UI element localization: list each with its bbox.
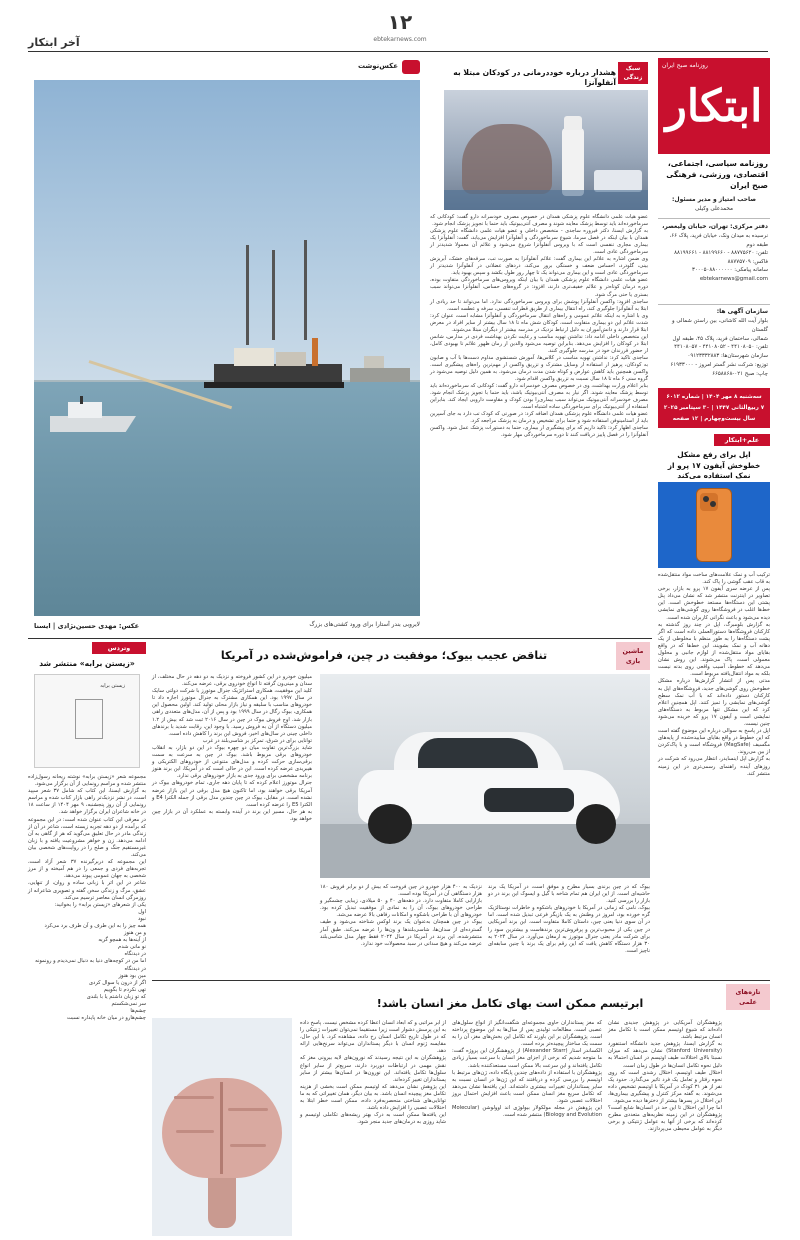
camera-icon [402, 60, 420, 74]
buick-car-photo [320, 674, 650, 878]
buick-story [152, 640, 652, 976]
photo-label [328, 58, 422, 78]
top-story-title: هشدار درباره خوددرمانی در کودکان مبتلا به آنفلوآنزا [453, 68, 616, 87]
photo-label-text: عکس‌نوشت [357, 62, 398, 70]
ai-body-right: پژوهشگران آمریکایی در پژوهش جدیدی نشان داده‌اند که شیوع اوتیسم ممکن است با تکامل مغز انسان مرتبط باشد. به گزارش ایسنا، پژوهش جدید دانشگاه استنفورد (Stanford University) نشان می‌دهد که میزان نسبتا بالای اختلالات طیف اوتیسم در انسان احتمالا به دلیل نحوه تکامل انسان‌ها در طول زمان است. اختلال طیف اوتیسم، اختلال رشدی است که روی نحوه رفتار و تعامل یک فرد تاثیر می‌گذارد. حدود یک نفر از هر ۳۱ کودک در آمریکا با اوتیسم تشخیص داده می‌شوند. به گفته مرکز کنترل و پیشگیری بیماری‌ها، این اختلال در پسرها بیشتر از دخترها دیده می‌شود. اما چرا این اختلال تا این حد در انسان‌ها شایع است؟ پژوهشگران در این زمینه نظریه‌های متعددی مطرح کرده‌اند که برخی از آنها به عوامل ژنتیکی و برخی دیگر به عوامل محیطی می‌پردازند. [608, 1020, 722, 1133]
page-header [0, 0, 800, 52]
ads-info: بلوار آیت الله کاشانی، بین راستن شمالی و گلستان شمالی، ساختمان فرید، پلاک ۴۵، طبقه اول تلفن: ۴۴۱۰۸۰۵۰ - ۴۴۱۰۸۰۵۲ - ۴۴۱۰۸۰۵۷ سازمان شهرستان‌ها: ۰۹۱۲۳۳۳۲۸۸۳ توزیع: شرکت نشر گستر امروز - ۶۱۹۳۳۰۰۰ چاپ: صبح ۰۲۱-۶۶۵۸۸۶۸ [670, 318, 768, 377]
buick-body-mid: نزدیک به ۴۰۰ هزار خودرو در چین فروخت که بیش از دو برابر فروش ۱۸۰ هزار دستگاهی آن در آمریکا بوده است. بازارابی کاملا متفاوت دارد. در دهه‌های ۴۰ و ۵۰ میلادی، زیبایی چشمگیر و طراحی خودروهای بیوک، آن را به نمادی از موفقیت تبدیل کرده بود. خودروهای آن با طراحی باشکوه و امکانات رفاهی بالا عرضه می‌شد. بیوک در چین همچنان به‌عنوان یک برند لوکس شناخته می‌شود و طیف گسترده‌ای از سدان‌ها، شاسی‌بلندها و ون‌ها را عرضه می‌کند. طبق آمار منتشرشده، این برند در آمریکا در سال ۲۰۲۴ فقط چهار مدل شاسی‌بلند عرضه می‌کند و هیچ سدانی در سبد محصولات خود ندارد. [320, 884, 482, 947]
medicine-bottle [562, 128, 584, 196]
patrol-boat [50, 396, 136, 436]
poem-story [28, 640, 146, 1240]
buick-car [354, 726, 622, 844]
logo-small: روزنامه صبح ایران [662, 62, 708, 69]
book-title: زیستن برابه [100, 683, 125, 689]
top-story [430, 58, 652, 644]
buick-body-left: میلیون خودرو در این کشور فروخته و نزدیک به دو دهه در حال مختلف، از سدان و مینی‌ون گرفته تا انواع خودروی برقی، عرضه می‌کند. کلید این موفقیت، همکاری استراتژیک جنرال موتورز با شرکت دولتی سایک در سال ۱۹۹۷ بود. این همکاری مشترک به جنرال موتورز اجازه داد تا خودروهای مناسب با سلیقه و نیاز بازار محلی تولید کند. اولین محصول این همکاری، بیوک رگال در سال ۱۹۹۹ بود و پس از آن، مدل‌های متعددی راهی بازار شد. اوج فروش بیوک در چین در سال ۲۰۱۶ ثبت شد که بیش از ۱.۲ میلیون دستگاه از آن به فروش رسید. با وجود این، رقابت شدید با برندهای داخلی چینی در سال‌های اخیر، فروش این برند را کاهش داده است. توانایی برای در شرق، تمرکز بر شاسی‌بلند در غرب شاید بزرگ‌ترین تفاوت میان دو چهره بیوک در این دو بازار، به انقلاب خودروهای برقی مربوط باشد. بیوک در چین به سرعت به سمت برقی‌سازی حرکت کرده و مدل‌های متنوعی از خودروهای الکتریکی و هیبریدی عرضه کرده است. این در حالی است که در آمریکا، این برند هنوز برنامه مشخصی برای ورود جدی به بازار خودروهای برقی ندارد. جنرال موتورز اعلام کرده که تا پایان دهه جاری، تمام خودروهای بیوک در آمریکا برقی خواهند بود، اما تاکنون هیچ مدل برقی در این بازار عرضه نشده است. در مقابل، بیوک در چین چندین مدل برقی از جمله الکترا E4 و الکترا E5 را عرضه کرده است. به هر حال، مسیر این برند در آینده وابسته به عملکرد آن در بازار چین خواهد بود. [152, 674, 313, 822]
book-cover [34, 674, 140, 768]
masthead [658, 58, 771, 777]
website: ebtekarnews.com [373, 36, 427, 43]
date-persian: سه‌شنبه ۸ مهر ۱۴۰۴ | شماره ۶۰۱۲ [666, 394, 762, 400]
apple-body: ترکیب آب و نمک علامت‌های ساخت مواد منتقل‌شده به قاب عقب گوشی را پاک کند. پس از عرضه سری آیفون ۱۷ پرو به بازار، برخی تصاویر در اینترنت منتشر شد که نشان می‌داد پنل پشتی این دستگاه‌ها مستعد خطوخش است. این خط‌ها اغلب در فروشگاه‌ها روی گوشی‌های نمایشی دیده می‌شود و باعث نگرانی کاربران شده است. به گزارش بلومبرگ، اپل در چند روز گذشته به کارکنان فروشگاه‌ها دستورالعملی داده است که اگر پشت دستگاه‌ها را به طور منظم با مخلوطی از یک دهانه آب و نمک بشویند، این خط‌ها که در واقع بقایای مواد منتقل‌شده از لوازم جانبی و محلول معمولی است، پاک می‌شوند. این روش نشان می‌دهد که خطوط، آسیب واقعی روی بدنه نیست بلکه به مواد انتقال‌یافته مربوط است. مدتی پس از انتشار گزارش‌ها درباره مشکل خطوخش روی گوشی‌های جدید، فروشگاه‌های اپل به کارکنان دستور داده‌اند که با آب نمک سطح گوشی‌های نمایشی را تمیز کنند. اپل همچنین اعلام کرد که این مشکل تنها مربوط به دستگاه‌های نمایشی است و آیفون ۱۷ پرو که خریده می‌شود چنین نیست. اپل در پاسخ به سوالی درباره این موضوع گفته است که این خطوط در واقع بقایای ساییده‌شده از پایه‌های مگسیف (MagSafe) فروشگاه است و با پاک‌کردن از بین می‌روند. به گزارش اپل اینسایدر، انتظار می‌رود که شرکت در روزهای آینده راهنمای رسمی‌تری در این زمینه منتشر کند. [658, 572, 771, 777]
child-flu-photo [444, 90, 648, 210]
page-number: ۱۲ [387, 10, 413, 34]
photo-caption: لایروبی بندر آستارا برای ورود کشتی‌های بزرگ [309, 622, 420, 628]
pills [594, 170, 642, 192]
slogan: روزنامه سیاسی، اجتماعی، اقتصادی، ورزشی، فرهنگی صبح ایران [666, 159, 768, 190]
date-box [658, 388, 770, 428]
ai-body-mid: که مغز پستانداران حاوی مجموعه‌ای شگفت‌انگیز از انواع سلول‌های عصبی است. مطالعات تولیدی پس از سال‌ها به این موضوع پرداخته است. پژوهشگران بر این باورند که تکامل این بخش‌های مغز، آن را به سمت یک ساختار پیچیده‌تر برده است. الکساندر استار (Alexander Starr) از پژوهشگران این پروژه گفت: ما متوجه شدیم که برخی از اجزای مغز انسان با سرعت بسیار زیادی تکامل یافته‌اند و این سرعت بالا ممکن است مستعدکننده باشد. پژوهشگران با استفاده از داده‌های چندین پایگاه داده، ژن‌های مرتبط با اوتیسم را بررسی کرده و دریافتند که این ژن‌ها در انسان نسبت به سایر پستانداران تغییرات بیشتری داشته‌اند. این یافته‌ها نشان می‌دهد که تکامل سریع مغز انسان ممکن است باعث افزایش احتمال بروز اختلالات عصبی شود. این پژوهش در مجله مولکولار بیولوژی اند اوولوشن (Molecular Biology and Evolution) منتشر شده است. [452, 1020, 603, 1119]
top-story-body: عضو هیات علمی دانشگاه علوم پزشکی همدان در خصوص مصرف خودسرانه دارو گفت: کودکانی که سرماخورده‌اند باید توسط پزشک معاینه شوند و مصرف آنتی‌بیوتیک باید حتما با تجویز پزشک انجام شود. به گزارش ایسنا، دکتر فیروزه ساجدی - متخصص داخلی و عضو هیات علمی دانشگاه علوم پزشکی همدان با بیان اینکه در فصل سرما، شیوع سرماخوردگی و آنفلوآنزا افزایش می‌یابد، گفت: آنفلوآنزا یک بیماری مجاری تنفسی است که با ویروس آنفلوآنزا شروع می‌شود و علائم آن معمولا شدیدتر از سرماخوردگی عادی است. وی ضمن اشاره به علائم این بیماری گفت: علائم آنفلوآنزا به صورت تب، سرفه‌های خشک، آبریزش بینی، گلودرد، احساس ضعف و خستگی بروز می‌کند، دردهای عضلانی در آنفلوآنزا شدیدتر از سرماخوردگی عادی است و این بیماری می‌تواند یک تا چهار روز طول بکشد و سپس بهبود یابد. عضو هیات علمی دانشگاه علوم پزشکی همدان با بیان اینکه ویروس‌های سرماخوردگی متفاوت بوده، دوره درمان کوتاه‌تر و علائم خفیف‌تری دارند، افزود: در گروه‌های حساس، آنفلوآنزا می‌تواند سبب بستری یا حتی مرگ شود. ساجدی افزود: واکسن آنفلوآنزا پوشش برای ویروس سرماخوردگی ندارد. اما می‌تواند تا حد زیادی از ابتلا به آنفلوآنزا جلوگیری کند، راه انتقال بیماری از طریق قطرات تنفسی، سرفه و عطسه است. وی با اشاره به اینکه علائم عمومی و راه‌های انتقال سرماخوردگی و آنفلوآنزا مشابه است، عنوان کرد: شدت علائم این دو بیماری متفاوت است، کودکان شش ماه تا ۱۸ سال بیشتر از سایر افراد در معرض ابتلا قرار دارند و دانش‌آموزان به دلیل ارتباط نزدیک در مدرسه بیشتر از دیگران مبتلا می‌شوند. این متخصص داخلی ادامه داد: نداشتن تهویه مناسب و رعایت نکردن بهداشت فردی در مدارس، شانس ابتلا در کودکان را افزایش می‌دهد. بنابراین توصیه می‌شود والدین از زمان ظهور علائم تا بهبودی کامل، از حضور فرزندان خود در مدرسه جلوگیری کنند. ساجدی تاکید کرد: نداشتن تهویه مناسب در کلاس‌ها، آموزش شستشوی مداوم دست‌ها با آب و صابون به کودکان، پرهیز از استفاده از وسایل مشترک و تزریق واکسن از مهم‌ترین راه‌های پیشگیری است. واکسن همچنین باید کاهش عوارض و کوتاه شدن مدت درمان می‌شود. به همین دلیل توصیه می‌شود در گروه سنی ۶ ماه تا ۱۸ سال نسبت به تزریق واکسن اقدام شود. بنابر اعلام وزارت بهداشت، وی در خصوص مصرف خودسرانه دارو گفت: کودکانی که سرماخورده‌اند باید توسط پزشک معاینه شوند. اگر نیاز به مصرف آنتی‌بیوتیک باشد، باید حتما با تجویز پزشک انجام شود. مصرف خودسرانه آنتی‌بیوتیک می‌تواند سبب بیماری‌زا بودن کودک و مقاومت دارویی ایجاد کند. بنابراین استفاده از آنتی‌بیوتیک برای سرماخوردگی ساده اشتباه است. عضو هیات علمی دانشگاه علوم پزشکی همدان اضافه کرد: در صورتی که کودک تب دارد به جای آسپرین باید از استامینوفن استفاده شود و حتما برای تشخیص و درمان به پزشک مراجعه کرد. ساجدی اظهار کرد: تاکید داریم که برای پیشگیری از بیماری، حتما به دستورات پزشک عمل شود. واکسن آنفلوآنزا را در فصل پاییز دریافت کنند تا دوره سرماخوردگی مهار شود. [430, 214, 649, 439]
office-info: نرسیده به میدان ونک، خیابان فرید، پلاک ۶۶، طبقه دوم تلفن: ۸۸۷۷۵۶۲۰ - ۸۸۱۹۹۶۶۰ - ۸۸۱۹۹۶۶۱ فاکس: ۸۸۷۷۵۷۰۹ سامانه پیامکی: ۳۰۰۰۵۰۸۸۰۰۰۰۰۰ ebtekarnews@gmail.com [669, 233, 768, 282]
poem-tag [92, 642, 146, 654]
brain-icon [162, 1078, 282, 1178]
buick-title: تناقض عجیب بیوک؛ موفقیت در چین، فراموش‌شده در آمریکا [220, 649, 548, 662]
ai-tag-label: تازه‌های علمی [735, 988, 761, 1006]
apple-tag [714, 434, 770, 446]
iphone-photo [658, 482, 770, 568]
logo-box [658, 58, 770, 154]
buick-body-right: بیوک که در چین برندی بسیار مطرح و موفق است، در آمریکا یک برند حاشیه‌ای است. از این ایران هم تمام شاخه با گیل و ایسوک این برند در دو بازار را بررسی کنید. بیوک، نامی که زمانی در آمریکا با خودروهای باشکوه و خاطرات نوستالژیک گره خورده بود، امروز در وطنش به یک بازیگر فرعی تبدیل شده است. اما در آن سوی دنیا یعنی چین، داستان کاملا متفاوت است. این برند آمریکایی در چین یکی از محبوب‌ترین و پرفروش‌ترین برندهاست و بیشترین سود را برای شرکت مادر یعنی جنرال موتورز به ارمغان می‌آورد. در سال ۲۰۲۴ به ۳۰ هزار دستگاه کاهش یافت که این رقم برای یک برند با چنین سابقه‌ای ناچیز است. [488, 884, 651, 954]
apple-title: اپل برای رفع مشکل خطوخش آیفون ۱۷ پرو از نمک استفاده می‌کند [667, 450, 761, 480]
owner-name: محمدعلی وکیلی [695, 206, 733, 212]
issue-info: سال بیست‌وچهارم | ۱۲ صفحه [672, 416, 756, 422]
brain-image [152, 1018, 292, 1236]
owner-label: صاحب امتیاز و مدیر مسئول: [672, 196, 756, 203]
ads-title: سازمان آگهی ها: [716, 308, 768, 315]
ai-tag [726, 984, 770, 1010]
photo-block [28, 58, 424, 642]
dredging-photo [34, 80, 420, 616]
top-story-tag-label: سبک زندگی [623, 65, 643, 81]
buick-tag-label: ماشین بازی [622, 647, 644, 665]
ai-story [152, 982, 770, 1240]
date-hijri-gregorian: ۷ ربیع‌الثانی ۱۴۴۷ | ۳۰ سپتامبر ۲۰۲۵ [663, 405, 765, 411]
poem-body: مجموعه شعر «زیستن برابه» نوشته ریحانه رسول‌زاده منتشر شده و مراسم رونمایی از آن برگزار می‌شود. به گزارش ایسنا، این کتاب که شامل ۳۷ شعر سپید است، در نشر نزدیک‌تر راهی بازار کتاب شده و مراسم رونمایی از آن روز پنجشنبه، ۹ مهر ۱۴۰۴ از ساعت ۱۸ در خانه شاعران ایران برگزار خواهد شد. در معرفی این کتاب عنوان شده است: در این مجموعه که برآمده از دو دهه تجربه زیسته است، شاعر در آن از زندگی مادر در حال تعلیق می‌گوید که هر از گاهی به آن ادامه می‌دهد. زن و خواهر مشروعیت یافته و با زبان غیرمستقیم جنگ و صلح را در روایت‌های شخصی بیان می‌کند. این مجموعه که دربرگیرنده ۳۷ شعر آزاد است، تجربه‌های فردی و جمعی را در هم آمیخته و از مرز شخصی به جهان عمومی پیوند می‌دهد. شاعر در این اثر با زبانی ساده و روان، از تنهایی، عشق، مرگ و زندگی سخن گفته و تصویری شاعرانه از روزمرگی انسان معاصر ترسیم می‌کند. یکی از شعرهای «زیستن برابه» را بخوانید: اول نبود همه چیز را به این طرف و آن طرف برد می‌کرد و من هنوز از آینه‌ها به همچو گریه نو مانی شدم در دیدنگاه اما من در کوچه‌های دنیا به دنبال نمی‌دیدم و رونمونه در دیدنگاه مین بود هنوز اگر از درون یا سوال کردی تهی نکردم تا بگوییم که تو زبان داشتم یا با بلندی سر نمی‌شکستم چشم‌ها چشم‌هارو در میان خانه پایداره نسبت [28, 774, 146, 1022]
section-divider [28, 638, 652, 639]
iphone-icon [696, 488, 732, 562]
ai-body-left: از ابر مراتبی و که ابعاد انسان اعطا کرده مشخص نیست. پاسخ داده به این پرسش دشوار است زیرا مستقیما نمی‌توان تغییرات ژنتیکی را که در طول تاریخ تکامل انسان رخ داده، مشاهده کرد. با این حال، مقایسه ژنوم انسان با دیگر پستانداران می‌تواند سرنخ‌هایی ارائه دهد. پژوهشگران به این نتیجه رسیدند که نورون‌های لایه بیرونی مغز که نقش مهمی در ارتباطات دوربرد دارند، سریع‌تر از سایر انواع سلول‌ها تکامل یافته‌اند. این نورون‌ها در انسان‌ها بیشتر از سایر پستانداران تغییر کرده‌اند. این پژوهش نشان می‌دهد که اوتیسم ممکن است بخشی از هزینه تکامل مغز پیچیده انسان باشد. به بیان دیگر، همان تغییراتی که به ما توانایی‌های شناختی منحصربه‌فرد داده، ممکن است خطر ابتلا به اختلالات عصبی را افزایش داده باشد. این یافته‌ها ممکن است به درک بهتر ریشه‌های تکاملی اوتیسم و شاید روزی به درمان‌های جدید منجر شود. [300, 1020, 447, 1126]
poem-tag-label: وتردس [107, 644, 131, 652]
poem-title: «زیستن برابه» منتشر شد [39, 659, 135, 668]
section-label: آخر ابتکار [28, 36, 80, 49]
ai-divider [152, 980, 770, 981]
logo: ابتکار [665, 81, 763, 132]
buick-tag [616, 642, 650, 670]
dredger-ship [204, 338, 344, 394]
apple-tag-label: علم+ابتکار [724, 436, 760, 444]
ai-title: ابرتیسم ممکن است بهای تکامل مغز انسان باشد! [376, 997, 644, 1010]
child-figure [462, 124, 552, 194]
photo-credit: عکس: مهدی حسین‌نژادی | ایسنا [34, 622, 140, 630]
top-story-tag [618, 62, 648, 84]
office-title: دفتر مرکزی: تهران، خیابان ولیعصر، [662, 223, 768, 230]
